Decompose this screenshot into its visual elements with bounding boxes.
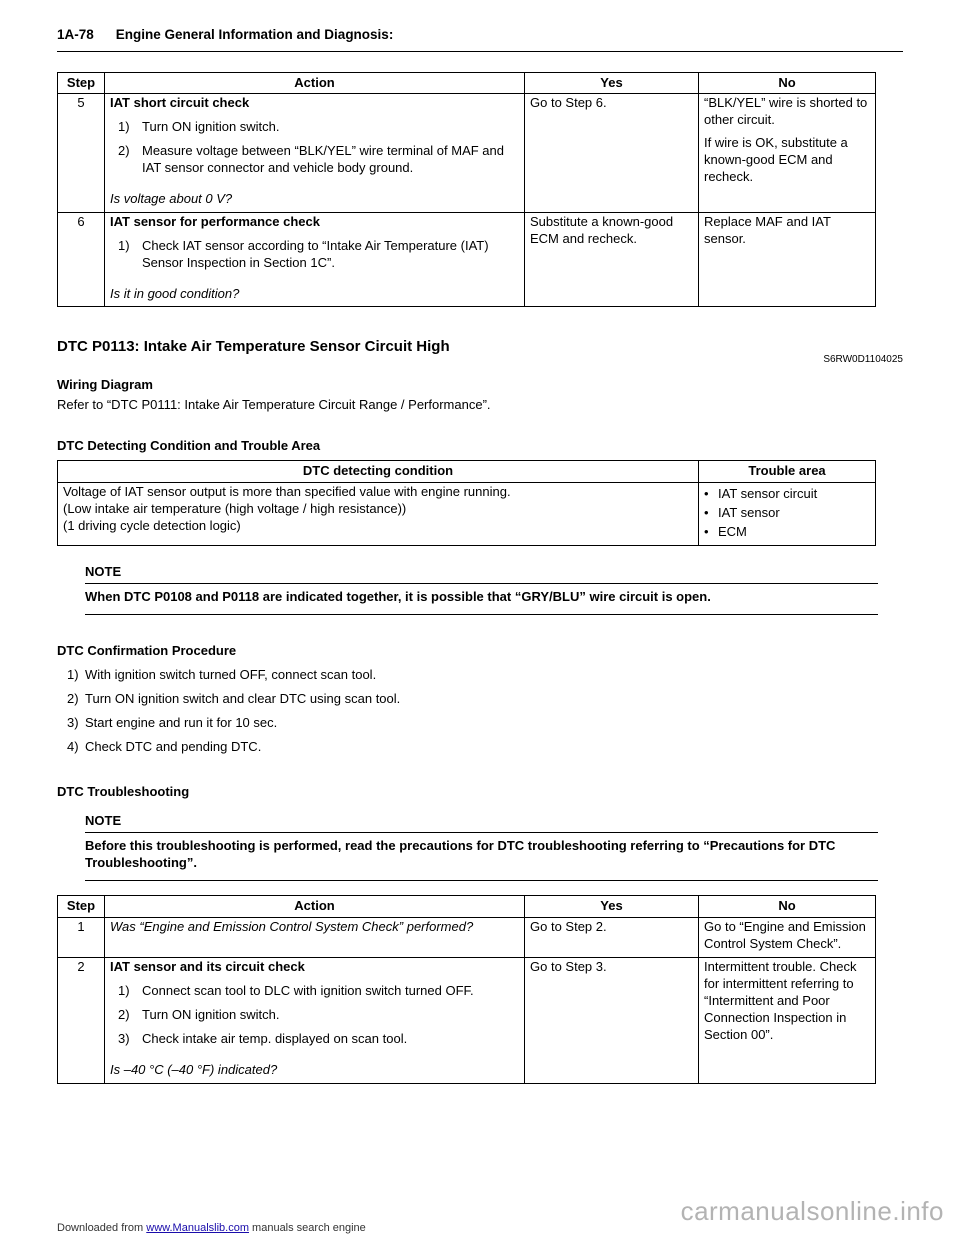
action-title: IAT sensor and its circuit check (110, 959, 305, 975)
trouble-item (704, 524, 870, 541)
procedure-step-text: With ignition switch turned OFF, connect scan tool. (85, 667, 377, 683)
wiring-diagram-text: Refer to “DTC P0111: Intake Air Temperature Circuit Range / Performance”. (57, 397, 491, 413)
bullet-icon (704, 524, 718, 541)
troubleshooting-table-bottom (57, 895, 876, 1083)
procedure-step (67, 715, 903, 732)
action-step-text: Measure voltage between “BLK/YEL” wire terminal of MAF and IAT sensor connector and vehicle body ground. (142, 143, 505, 176)
action-step-number: 1) (118, 119, 130, 135)
action-question: Is voltage about 0 V? (110, 191, 233, 206)
condition-line: (1 driving cycle detection logic) (63, 517, 241, 533)
bullet-icon (704, 486, 718, 503)
col-header-step: Step (58, 72, 105, 94)
no-cell (699, 958, 876, 1083)
confirmation-procedure-heading: DTC Confirmation Procedure (57, 643, 237, 659)
action-step-number: 3) (118, 1030, 130, 1046)
note-label: NOTE (85, 813, 878, 833)
action-step-text: Connect scan tool to DLC with ignition switch turned OFF. (142, 983, 474, 999)
procedure-step (67, 667, 903, 684)
yes-cell: Substitute a known-good ECM and recheck. (525, 212, 699, 307)
col-header-condition: DTC detecting condition (58, 461, 699, 483)
action-step (118, 238, 519, 272)
col-header-action: Action (105, 896, 525, 918)
action-step-number: 2) (118, 143, 130, 159)
action-step-text: Check intake air temp. displayed on scan tool. (142, 1030, 408, 1046)
col-header-action: Action (105, 72, 525, 94)
no-text: Intermittent trouble. Check for intermittent referring to “Intermittent and Poor Connection Inspection in Section 00”. (704, 959, 857, 1042)
downloaded-suffix: manuals search engine (252, 1221, 366, 1234)
downloaded-prefix: Downloaded from (57, 1221, 144, 1234)
col-header-yes: Yes (525, 896, 699, 918)
watermark: carmanualsonline.info (680, 1196, 944, 1227)
table-row-step6 (58, 212, 876, 307)
note-text: Before this troubleshooting is performed, read the precautions for DTC troubleshooting referring to “Precautions for DTC Troubleshooting”. (85, 833, 878, 882)
table-row (58, 483, 876, 546)
procedure-step-text: Start engine and run it for 10 sec. (85, 715, 278, 731)
detecting-condition-heading: DTC Detecting Condition and Trouble Area (57, 438, 321, 454)
no-cell (699, 918, 876, 958)
trouble-item-text: IAT sensor circuit (718, 486, 818, 502)
action-step-number: 1) (118, 237, 130, 253)
action-step-text: Turn ON ignition switch. (142, 1006, 280, 1022)
action-step-number: 1) (118, 983, 130, 999)
no-cell (699, 212, 876, 307)
procedure-step (67, 691, 903, 708)
condition-cell (58, 483, 699, 546)
col-header-no: No (699, 72, 876, 94)
col-header-yes: Yes (525, 72, 699, 94)
procedure-step-number: 3) (67, 715, 79, 731)
note-label: NOTE (85, 564, 878, 584)
download-attribution (57, 1221, 366, 1235)
table-header-row (58, 461, 876, 483)
yes-cell: Go to Step 6. (525, 94, 699, 212)
procedure-step-text: Turn ON ignition switch and clear DTC using scan tool. (85, 691, 401, 707)
no-text: Replace MAF and IAT sensor. (704, 213, 831, 246)
no-cell (699, 94, 876, 212)
procedure-step-text: Check DTC and pending DTC. (85, 739, 262, 755)
no-text: “BLK/YEL” wire is shorted to other circuit. (704, 95, 868, 128)
col-header-step: Step (58, 896, 105, 918)
step-number: 2 (58, 958, 105, 1083)
col-header-no: No (699, 896, 876, 918)
section-heading-row (57, 337, 903, 369)
action-cell (105, 94, 525, 212)
step-number: 6 (58, 212, 105, 307)
condition-line: (Low intake air temperature (high voltage / high resistance)) (63, 500, 407, 516)
yes-cell: Go to Step 2. (525, 918, 699, 958)
step-number: 5 (58, 94, 105, 212)
dtc-section-title: DTC P0113: Intake Air Temperature Sensor Circuit High (57, 338, 450, 356)
procedure-step-number: 2) (67, 691, 79, 707)
manualslib-link[interactable]: www.Manualslib.com (146, 1221, 249, 1234)
table-row-step1 (58, 918, 876, 958)
reference-code: S6RW0D1104025 (823, 354, 903, 366)
bullet-icon (704, 505, 718, 522)
table-header-row (58, 896, 876, 918)
note-block (85, 564, 878, 616)
action-cell (105, 212, 525, 307)
trouble-area-cell (699, 483, 876, 546)
wiring-diagram-heading: Wiring Diagram (57, 377, 153, 393)
action-step (118, 1007, 519, 1024)
action-title: IAT short circuit check (110, 95, 250, 111)
table-row-step5 (58, 94, 876, 212)
troubleshooting-table-top (57, 72, 876, 308)
note-text: When DTC P0108 and P0118 are indicated together, it is possible that “GRY/BLU” wire circuit is open. (85, 584, 878, 616)
trouble-item-text: IAT sensor (718, 504, 780, 520)
detecting-condition-table (57, 460, 876, 546)
action-cell (105, 918, 525, 958)
no-text: If wire is OK, substitute a known-good ECM and recheck. (704, 135, 848, 184)
page-header (57, 26, 903, 52)
action-step (118, 143, 519, 177)
page-number: 1A-78 (57, 27, 94, 42)
trouble-item (704, 505, 870, 522)
action-step-number: 2) (118, 1006, 130, 1022)
action-question: Was “Engine and Emission Control System Check” performed? (110, 919, 474, 935)
action-title: IAT sensor for performance check (110, 213, 320, 229)
trouble-item-text: ECM (718, 523, 747, 539)
condition-line: Voltage of IAT sensor output is more than specified value with engine running. (63, 484, 511, 500)
action-step-text: Turn ON ignition switch. (142, 119, 280, 135)
table-row-step2 (58, 958, 876, 1083)
action-question: Is –40 °C (–40 °F) indicated? (110, 1061, 278, 1077)
note-block (85, 813, 878, 882)
page-title: Engine General Information and Diagnosis: (115, 27, 394, 42)
action-cell (105, 958, 525, 1083)
procedure-step-number: 4) (67, 739, 79, 755)
action-question: Is it in good condition? (110, 285, 240, 301)
troubleshooting-heading: DTC Troubleshooting (57, 783, 190, 799)
action-step (118, 119, 519, 136)
no-text: Go to “Engine and Emission Control System Check”. (704, 919, 866, 952)
procedure-step-number: 1) (67, 667, 79, 683)
action-step (118, 983, 519, 1000)
table-header-row (58, 72, 876, 94)
action-step (118, 1031, 519, 1048)
col-header-trouble-area: Trouble area (699, 461, 876, 483)
procedure-step (67, 739, 903, 756)
action-step-text: Check IAT sensor according to “Intake Air Temperature (IAT) Sensor Inspection in Section 1C”. (142, 237, 489, 270)
yes-cell: Go to Step 3. (525, 958, 699, 1083)
trouble-item (704, 486, 870, 503)
step-number: 1 (58, 918, 105, 958)
confirmation-procedure-list (57, 667, 903, 756)
